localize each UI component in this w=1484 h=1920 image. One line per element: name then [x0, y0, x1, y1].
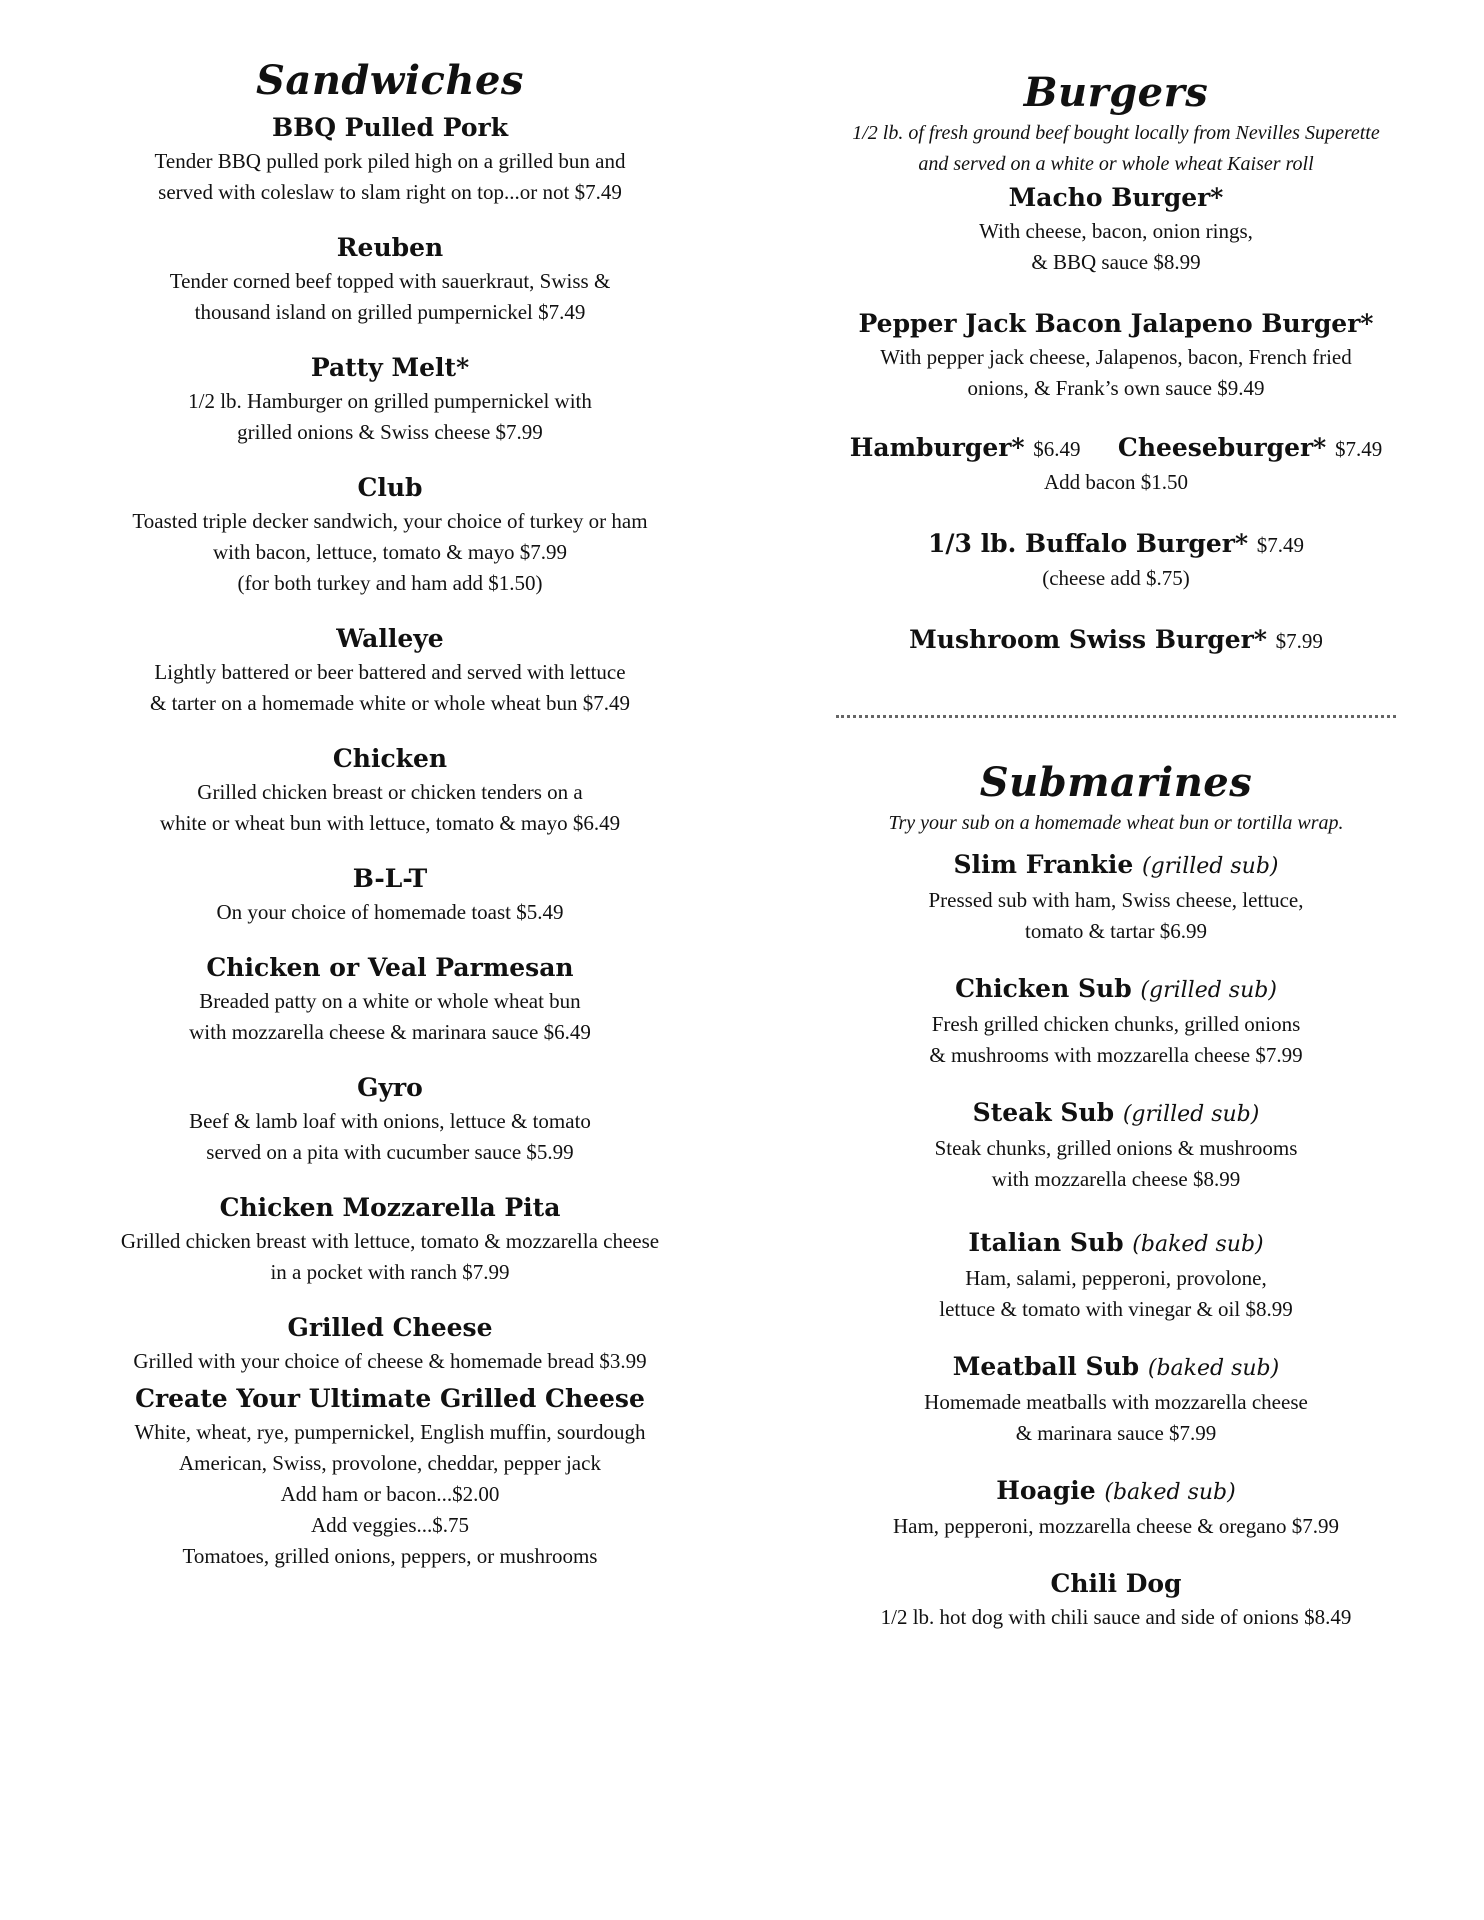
item-price: $7.49: [1334, 437, 1383, 461]
item-name: 1/3 lb. Buffalo Burger*: [928, 529, 1249, 558]
menu-item: [62, 621, 718, 719]
item-name: Mushroom Swiss Burger*: [909, 625, 1267, 654]
item-note: (grilled sub): [1122, 1102, 1260, 1127]
item-desc: Ham, salami, pepperoni, provolone,: [965, 1266, 1267, 1290]
item-name: Grilled Cheese: [287, 1313, 493, 1342]
item-desc: Breaded patty on a white or whole wheat bun: [199, 989, 581, 1013]
mushroom-row: [826, 622, 1406, 659]
menu-item: [62, 1310, 718, 1377]
menu-item: [826, 1349, 1406, 1449]
item-desc: grilled onions & Swiss cheese $7.99: [237, 420, 543, 444]
buffalo-row: [826, 526, 1406, 563]
menu-item: [62, 470, 718, 599]
item-desc: Lightly battered or beer battered and served with lettuce: [154, 660, 626, 684]
sandwiches-title: Sandwiches: [256, 57, 524, 104]
burgers-title: Burgers: [1023, 69, 1209, 116]
item-price: $6.49: [1033, 437, 1081, 461]
item-note: (grilled sub): [1142, 854, 1279, 879]
item-desc: served with coleslaw to slam right on top...or not $7.49: [158, 180, 622, 204]
menu-item: [62, 230, 718, 328]
item-name: Gyro: [357, 1073, 423, 1102]
item-name: Chili Dog: [1050, 1569, 1182, 1598]
burgers-note: and served on a white or whole wheat Kaiser roll: [918, 153, 1314, 175]
item-name-row: [826, 1349, 1406, 1387]
item-name: Club: [357, 473, 423, 502]
menu-item: [62, 861, 718, 928]
item-name: Hamburger*: [849, 433, 1025, 462]
item-desc: Ham, pepperoni, mozzarella cheese & oregano $7.99: [892, 1514, 1340, 1538]
item-desc: Steak chunks, grilled onions & mushrooms: [934, 1136, 1298, 1160]
item-note: (grilled sub): [1140, 978, 1277, 1003]
item-desc: & mushrooms with mozzarella cheese $7.99: [929, 1043, 1303, 1067]
item-note: (baked sub): [1132, 1232, 1264, 1257]
item-name-row: [826, 1473, 1406, 1511]
item-desc: onions, & Frank’s own sauce $9.49: [967, 376, 1265, 400]
menu-item: [826, 430, 1406, 498]
item-name: Patty Melt*: [310, 353, 470, 382]
menu-item: [62, 350, 718, 448]
menu-item: [62, 1070, 718, 1168]
item-desc: Grilled with your choice of cheese & homemade bread $3.99: [133, 1349, 647, 1373]
item-name: Cheeseburger*: [1117, 433, 1327, 462]
item-name-row: [826, 1566, 1406, 1602]
item-desc: Tender BBQ pulled pork piled high on a grilled bun and: [154, 149, 626, 173]
right-column: [826, 68, 1406, 1633]
item-name: Hoagie: [996, 1476, 1096, 1505]
menu-item: [826, 1566, 1406, 1633]
menu-item: [62, 1190, 718, 1288]
menu-item: [62, 1381, 718, 1572]
item-name: Steak Sub: [972, 1098, 1115, 1127]
item-desc: with mozzarella cheese & marinara sauce $6.49: [189, 1020, 591, 1044]
item-desc: tomato & tartar $6.99: [1025, 919, 1207, 943]
item-name: Chicken: [332, 744, 448, 773]
item-desc: & tarter on a homemade white or whole wheat bun $7.49: [150, 691, 630, 715]
submarines-note: Try your sub on a homemade wheat bun or tortilla wrap.: [888, 812, 1344, 834]
item-name-row: [826, 1225, 1406, 1263]
item-desc: Grilled chicken breast with lettuce, tomato & mozzarella cheese: [120, 1229, 660, 1253]
item-name: Chicken Sub: [955, 974, 1132, 1003]
item-price: $7.99: [1275, 629, 1323, 653]
item-name: Chicken Mozzarella Pita: [219, 1193, 561, 1222]
menu-item: [826, 847, 1406, 947]
item-desc: Pressed sub with ham, Swiss cheese, lettuce,: [928, 888, 1304, 912]
item-desc: Tomatoes, grilled onions, peppers, or mushrooms: [182, 1544, 598, 1568]
menu-item: [826, 1095, 1406, 1195]
item-name: Walleye: [336, 624, 444, 653]
item-name-row: [826, 847, 1406, 885]
item-desc: With pepper jack cheese, Jalapenos, bacon, French fried: [880, 345, 1352, 369]
item-desc: with bacon, lettuce, tomato & mayo $7.99: [212, 540, 567, 564]
item-desc: served on a pita with cucumber sauce $5.99: [206, 1140, 574, 1164]
item-name: Italian Sub: [968, 1228, 1124, 1257]
item-name: Create Your Ultimate Grilled Cheese: [135, 1384, 645, 1413]
menu-item: [826, 1225, 1406, 1325]
item-desc: Add ham or bacon...$2.00: [280, 1482, 500, 1506]
burgers-note: 1/2 lb. of fresh ground beef bought locally from Nevilles Superette: [852, 122, 1380, 144]
item-desc: white or wheat bun with lettuce, tomato & mayo $6.49: [159, 811, 621, 835]
item-name: Macho Burger*: [1008, 183, 1224, 212]
submarines-title: Submarines: [979, 759, 1253, 806]
item-desc: American, Swiss, provolone, cheddar, pepper jack: [179, 1451, 601, 1475]
item-desc: Grilled chicken breast or chicken tenders on a: [197, 780, 583, 804]
item-name: Pepper Jack Bacon Jalapeno Burger*: [858, 309, 1374, 338]
item-note: (baked sub): [1104, 1480, 1236, 1505]
item-name: Chicken or Veal Parmesan: [206, 953, 574, 982]
item-name-row: [826, 971, 1406, 1009]
item-name: Reuben: [336, 233, 444, 262]
item-desc: With cheese, bacon, onion rings,: [979, 219, 1253, 243]
item-desc: 1/2 lb. hot dog with chili sauce and side of onions $8.49: [880, 1605, 1352, 1629]
menu-item: [826, 526, 1406, 594]
menu-item: [826, 1473, 1406, 1542]
item-desc: Homemade meatballs with mozzarella cheese: [924, 1390, 1308, 1414]
item-desc: with mozzarella cheese $8.99: [991, 1167, 1241, 1191]
item-desc: Tender corned beef topped with sauerkraut, Swiss &: [169, 269, 611, 293]
item-price: $7.49: [1256, 533, 1304, 557]
item-desc: thousand island on grilled pumpernickel $7.49: [194, 300, 586, 324]
menu-item: [826, 306, 1406, 404]
item-name: BBQ Pulled Pork: [271, 113, 509, 142]
item-note: (baked sub): [1147, 1356, 1280, 1381]
item-desc: lettuce & tomato with vinegar & oil $8.99: [939, 1297, 1293, 1321]
item-desc: 1/2 lb. Hamburger on grilled pumpernickel with: [188, 389, 592, 413]
item-desc: (cheese add $.75): [1042, 566, 1190, 590]
hamburger-row: [826, 430, 1406, 467]
item-desc: (for both turkey and ham add $1.50): [237, 571, 543, 595]
item-desc: & marinara sauce $7.99: [1015, 1421, 1217, 1445]
item-name: Slim Frankie: [953, 850, 1134, 879]
item-desc: Toasted triple decker sandwich, your choice of turkey or ham: [132, 509, 648, 533]
menu-item: [826, 180, 1406, 278]
menu-item: [62, 110, 718, 208]
item-name: B-L-T: [352, 864, 428, 893]
menu-item: [62, 950, 718, 1048]
item-desc: On your choice of homemade toast $5.49: [216, 900, 564, 924]
menu-item: [826, 622, 1406, 659]
item-desc: Add bacon $1.50: [1043, 470, 1189, 494]
sandwiches-column: [62, 56, 718, 1572]
item-desc: in a pocket with ranch $7.99: [270, 1260, 510, 1284]
item-desc: Add veggies...$.75: [310, 1513, 470, 1537]
item-name-row: [826, 1095, 1406, 1133]
item-desc: Beef & lamb loaf with onions, lettuce & tomato: [189, 1109, 591, 1133]
item-desc: White, wheat, rye, pumpernickel, English muffin, sourdough: [134, 1420, 646, 1444]
section-divider: [836, 715, 1396, 718]
item-desc: & BBQ sauce $8.99: [1031, 250, 1201, 274]
item-name: Meatball Sub: [952, 1352, 1140, 1381]
menu-item: [62, 741, 718, 839]
menu-item: [826, 971, 1406, 1071]
item-desc: Fresh grilled chicken chunks, grilled onions: [931, 1012, 1301, 1036]
